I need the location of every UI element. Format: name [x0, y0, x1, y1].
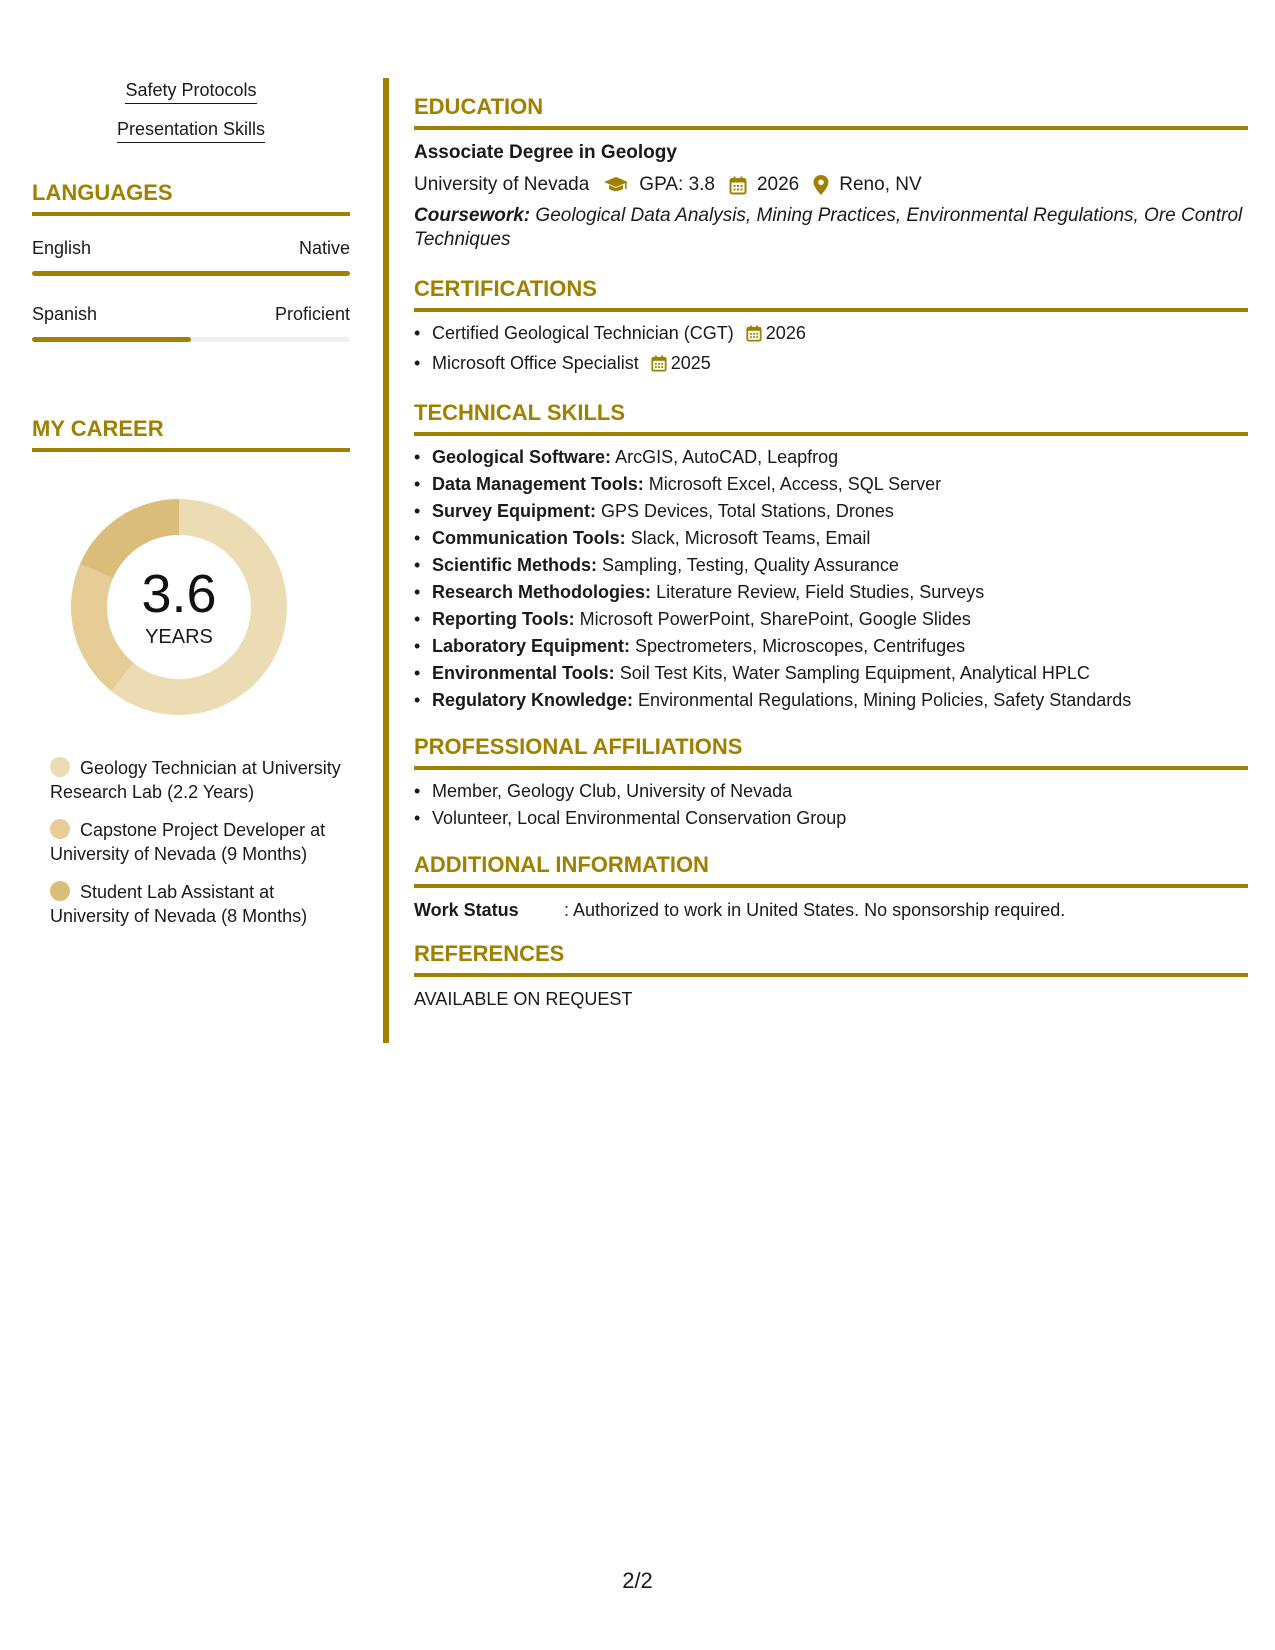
graduation-cap-icon	[603, 176, 629, 194]
references-text: AVAILABLE ON REQUEST	[414, 989, 633, 1009]
skill-label: Communication Tools:	[432, 528, 626, 548]
affiliation-item: • Member, Geology Club, University of Nevada	[414, 778, 1248, 805]
career-total-value: 3.6	[141, 563, 217, 624]
career-heading: MY CAREER	[32, 416, 350, 452]
career-legend-item	[50, 880, 350, 928]
skill-item	[414, 498, 1248, 525]
degree-title: Associate Degree in Geology	[414, 142, 677, 163]
certification-year: 2025	[670, 353, 711, 373]
certification-item	[414, 350, 1248, 380]
legend-dot-icon	[50, 881, 70, 901]
calendar-icon	[729, 176, 747, 195]
skill-label: Reporting Tools:	[432, 609, 575, 629]
calendar-icon	[746, 323, 762, 350]
skill-value: Soil Test Kits, Water Sampling Equipment, Analytical HPLC	[619, 663, 1090, 683]
skill-value: ArcGIS, AutoCAD, Leapfrog	[615, 447, 839, 467]
skill-item	[414, 633, 1248, 660]
skill-label: Survey Equipment:	[432, 501, 597, 521]
skill-item	[414, 444, 1248, 471]
legend-dot-icon	[50, 819, 70, 839]
career-legend-label: Student Lab Assistant at University of Nevada (8 Months)	[50, 882, 308, 926]
skill-item	[414, 471, 1248, 498]
skill-item	[414, 579, 1248, 606]
career-total-unit: YEARS	[145, 625, 213, 648]
certification-item	[414, 320, 1248, 350]
certification-name: Microsoft Office Specialist	[432, 353, 639, 373]
skill-value: Sampling, Testing, Quality Assurance	[602, 555, 899, 575]
school-name: University of Nevada	[414, 174, 590, 195]
certifications-list	[414, 320, 1248, 380]
gpa-value: GPA: 3.8	[639, 174, 715, 195]
skill-value: Slack, Microsoft Teams, Email	[630, 528, 871, 548]
column-divider	[383, 78, 389, 1043]
skill-item	[414, 660, 1248, 687]
language-item	[32, 238, 350, 276]
skill-tag	[32, 119, 350, 140]
language-bar-fill	[32, 271, 350, 276]
skill-item	[414, 606, 1248, 633]
skill-value: GPS Devices, Total Stations, Drones	[601, 501, 894, 521]
education-details	[414, 174, 1248, 196]
skill-label: Scientific Methods:	[432, 555, 598, 575]
affiliations-heading: PROFESSIONAL AFFILIATIONS	[414, 734, 1248, 770]
coursework	[414, 204, 1248, 252]
right-column	[414, 80, 1248, 1010]
location-pin-icon	[813, 175, 829, 195]
career-legend-item	[50, 818, 350, 866]
language-level: Proficient	[274, 304, 350, 324]
certifications-heading: CERTIFICATIONS	[414, 276, 1248, 312]
skill-value: Environmental Regulations, Mining Policies, Safety Standards	[638, 690, 1132, 710]
coursework-text: Geological Data Analysis, Mining Practices, Environmental Regulations, Ore Control Techniques	[414, 205, 1243, 250]
skill-item	[414, 552, 1248, 579]
career-donut-chart	[64, 492, 294, 722]
technical-skills-heading: TECHNICAL SKILLS	[414, 400, 1248, 436]
skill-label: Research Methodologies:	[432, 582, 652, 602]
calendar-icon	[651, 353, 667, 380]
work-status-label: Work Status	[414, 900, 519, 920]
skill-tag-text: Safety Protocols	[125, 80, 256, 104]
additional-info-heading: ADDITIONAL INFORMATION	[414, 852, 1248, 888]
affiliation-item: • Volunteer, Local Environmental Conservation Group	[414, 805, 1248, 832]
education-heading: EDUCATION	[414, 94, 1248, 130]
languages-heading: LANGUAGES	[32, 180, 350, 216]
school-location: Reno, NV	[839, 174, 922, 195]
language-name: Spanish	[32, 304, 98, 324]
skill-value: Literature Review, Field Studies, Surveys	[656, 582, 985, 602]
skill-item	[414, 525, 1248, 552]
career-legend-label: Geology Technician at University Research Lab (2.2 Years)	[50, 758, 341, 802]
page-number: 2/2	[622, 1568, 653, 1593]
career-legend	[32, 756, 350, 928]
language-bar	[32, 271, 350, 276]
certification-name: Certified Geological Technician (CGT)	[432, 323, 734, 343]
skill-label: Laboratory Equipment:	[432, 636, 631, 656]
language-level: Native	[298, 238, 350, 258]
work-status-row	[414, 900, 1248, 921]
career-legend-label: Capstone Project Developer at University of Nevada (9 Months)	[50, 820, 326, 864]
technical-skills-list	[414, 444, 1248, 714]
skill-value: Microsoft Excel, Access, SQL Server	[648, 474, 942, 494]
coursework-label: Coursework:	[414, 205, 531, 226]
skill-item	[414, 687, 1248, 714]
language-bar	[32, 337, 350, 342]
work-status-value: : Authorized to work in United States. No sponsorship required.	[564, 900, 1066, 920]
skill-label: Environmental Tools:	[432, 663, 615, 683]
skill-tag-text: Presentation Skills	[117, 119, 265, 143]
skill-label: Regulatory Knowledge:	[432, 690, 634, 710]
affiliations-list	[414, 778, 1248, 832]
skill-label: Geological Software:	[432, 447, 612, 467]
skill-value: Spectrometers, Microscopes, Centrifuges	[635, 636, 966, 656]
skill-value: Microsoft PowerPoint, SharePoint, Google Slides	[579, 609, 971, 629]
skill-tag	[32, 80, 350, 101]
language-item	[32, 304, 350, 342]
career-legend-item	[50, 756, 350, 804]
graduation-year: 2026	[756, 174, 800, 195]
language-bar-fill	[32, 337, 191, 342]
left-column	[32, 80, 350, 942]
references-heading: REFERENCES	[414, 941, 1248, 977]
certification-year: 2026	[765, 323, 806, 343]
legend-dot-icon	[50, 757, 70, 777]
skill-label: Data Management Tools:	[432, 474, 644, 494]
language-name: English	[32, 238, 92, 258]
